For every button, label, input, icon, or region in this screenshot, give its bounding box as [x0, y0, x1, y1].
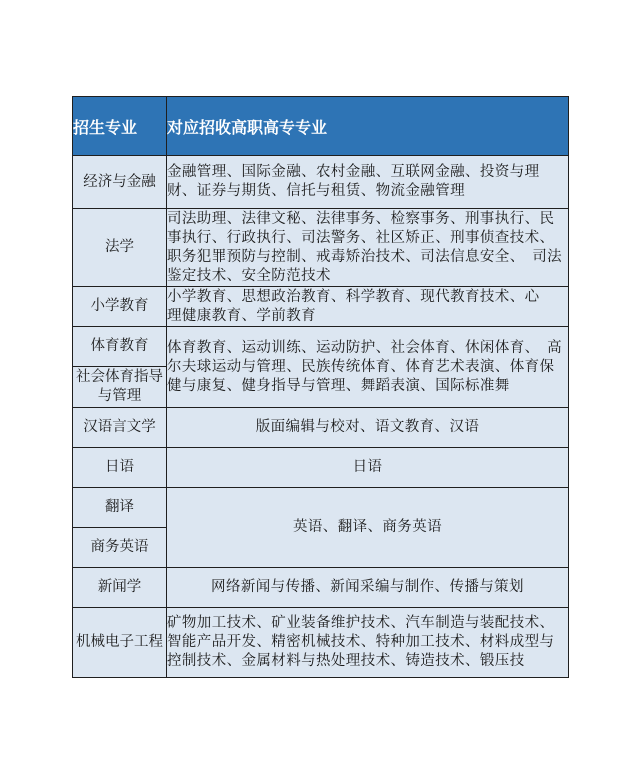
major-cell: 汉语言文学 — [73, 408, 167, 448]
corresponding-cell: 英语、翻译、商务英语 — [167, 488, 569, 568]
table-row — [73, 568, 569, 608]
corresponding-cell: 网络新闻与传播、新闻采编与制作、传播与策划 — [167, 568, 569, 608]
corresponding-cell: 司法助理、法律文秘、法律事务、检察事务、刑事执行、民事执行、行政执行、司法警务、社区矫正、刑事侦查技术、职务犯罪预防与控制、戒毒矫治技术、司法信息安全、 司法鉴定技术、安全防范技术 — [167, 209, 569, 287]
major-cell: 商务英语 — [73, 528, 167, 568]
corresponding-cell: 矿物加工技术、矿业装备维护技术、汽车制造与装配技术、智能产品开发、精密机械技术、特种加工技术、材料成型与控制技术、金属材料与热处理技术、铸造技术、锻压技 — [167, 608, 569, 678]
major-cell: 新闻学 — [73, 568, 167, 608]
table-row — [73, 209, 569, 287]
major-cell: 经济与金融 — [73, 156, 167, 209]
corresponding-cell: 版面编辑与校对、语文教育、汉语 — [167, 408, 569, 448]
major-cell: 社会体育指导与管理 — [73, 367, 167, 408]
corresponding-cell: 金融管理、国际金融、农村金融、互联网金融、投资与理 财、证券与期货、信托与租赁、物流金融管理 — [167, 156, 569, 209]
major-cell: 法学 — [73, 209, 167, 287]
corresponding-cell: 体育教育、运动训练、运动防护、社会体育、休闲体育、 高尔夫球运动与管理、民族传统体育、体育艺术表演、体育保健与康复、健身指导与管理、舞蹈表演、国际标准舞 — [167, 327, 569, 408]
table-row — [73, 408, 569, 448]
major-cell: 体育教育 — [73, 327, 167, 367]
table-row — [73, 287, 569, 327]
table-row — [73, 156, 569, 209]
major-cell: 小学教育 — [73, 287, 167, 327]
header-corresponding: 对应招收高职高专专业 — [167, 97, 569, 156]
major-cell: 日语 — [73, 448, 167, 488]
corresponding-cell: 小学教育、思想政治教育、科学教育、现代教育技术、心 理健康教育、学前教育 — [167, 287, 569, 327]
majors-table — [72, 96, 569, 678]
header-major: 招生专业 — [73, 97, 167, 156]
table-row — [73, 488, 569, 528]
table-row — [73, 608, 569, 678]
table-row — [73, 327, 569, 367]
major-cell: 翻译 — [73, 488, 167, 528]
header-row — [73, 97, 569, 156]
major-cell: 机械电子工程 — [73, 608, 167, 678]
table-row — [73, 448, 569, 488]
corresponding-cell: 日语 — [167, 448, 569, 488]
